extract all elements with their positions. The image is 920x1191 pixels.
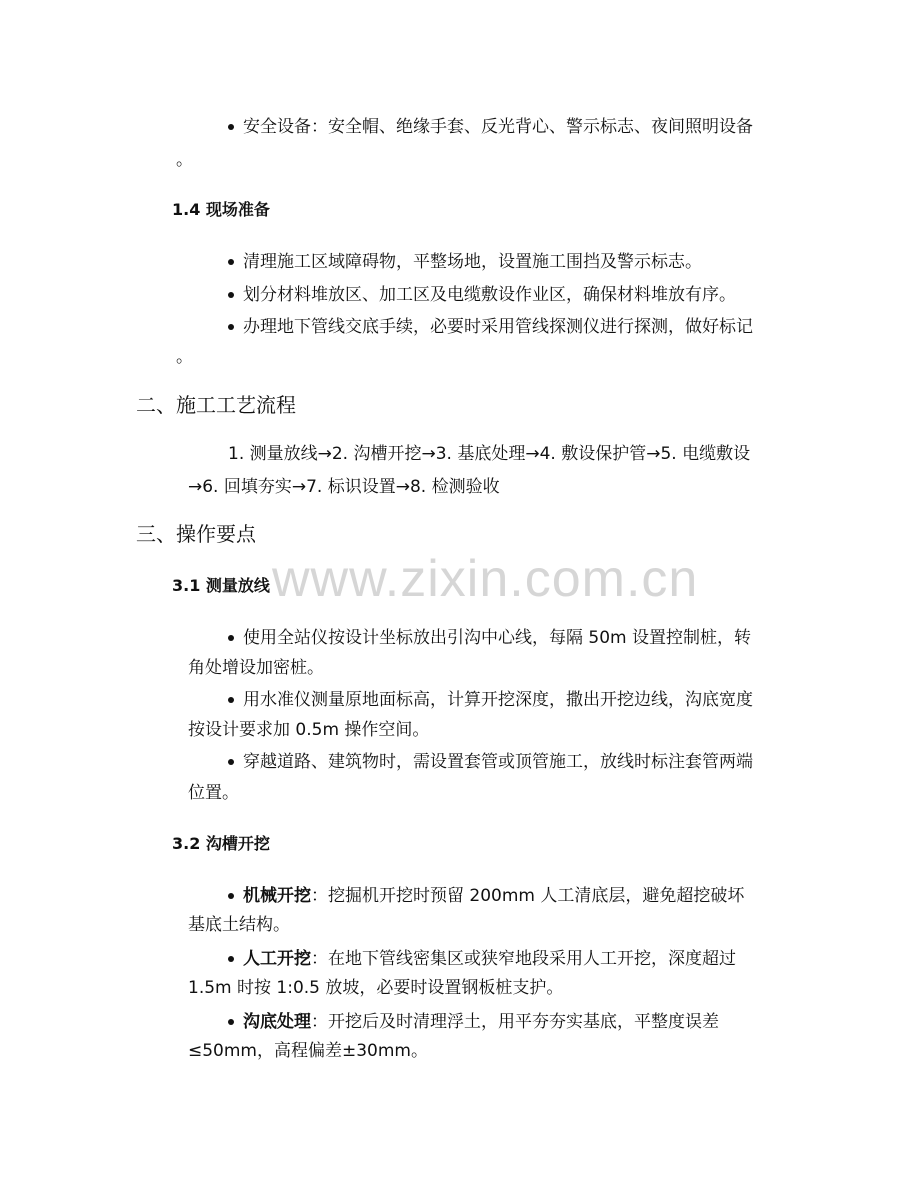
process-flow-line: 1. 测量放线→2. 沟槽开挖→3. 基底处理→4. 敷设保护管→5. 电缆敷设 [228, 444, 751, 464]
bullet-body: ：在地下管线密集区或狭窄地段采用人工开挖，深度超过 [311, 949, 736, 969]
bullet-text-cont: 位置。 [188, 783, 239, 803]
bullet-text: 清理施工区域障碍物，平整场地，设置施工围挡及警示标志。 [243, 252, 702, 272]
bullet-icon [228, 324, 234, 330]
bullet-icon [228, 697, 234, 703]
bullet-text: 安全设备：安全帽、绝缘手套、反光背心、警示标志、夜间照明设备 [243, 117, 753, 137]
bullet-text [243, 885, 744, 907]
bullet-bold-label: 人工开挖 [243, 949, 311, 969]
bullet-icon [228, 956, 234, 962]
bullet-icon [228, 893, 234, 899]
section-heading: 1.4 现场准备 [172, 200, 270, 219]
bullet-text-cont: 角处增设加密桩。 [188, 658, 324, 678]
section-heading: 3.1 测量放线 [172, 576, 270, 595]
bullet-bold-label: 沟底处理 [243, 1012, 311, 1032]
bullet-bold-label: 机械开挖 [243, 886, 311, 906]
bullet-icon [228, 635, 234, 641]
section-heading: 3.2 沟槽开挖 [172, 834, 270, 853]
bullet-text-cont: ≤50mm，高程偏差±30mm。 [188, 1041, 428, 1061]
chapter-heading: 三、操作要点 [136, 522, 256, 546]
bullet-icon [228, 259, 234, 265]
bullet-text [243, 948, 736, 970]
process-flow-line: →6. 回填夯实→7. 标识设置→8. 检测验收 [188, 477, 500, 497]
bullet-body: ：开挖后及时清理浮土，用平夯夯实基底，平整度误差 [311, 1012, 719, 1032]
bullet-text-tail: 。 [176, 150, 193, 170]
bullet-icon [228, 292, 234, 298]
bullet-text: 办理地下管线交底手续，必要时采用管线探测仪进行探测，做好标记 [243, 317, 753, 337]
bullet-text-cont: 基底土结构。 [188, 915, 290, 935]
watermark: www.zixin.com.cn [272, 550, 699, 608]
bullet-icon [228, 759, 234, 765]
bullet-text-cont: 按设计要求加 0.5m 操作空间。 [188, 720, 430, 740]
bullet-body: ：挖掘机开挖时预留 200mm 人工清底层，避免超挖破坏 [311, 886, 745, 906]
bullet-text: 穿越道路、建筑物时，需设置套管或顶管施工，放线时标注套管两端 [243, 752, 753, 772]
bullet-text: 使用全站仪按设计坐标放出引沟中心线，每隔 50m 设置控制桩，转 [243, 628, 751, 648]
bullet-icon [228, 1019, 234, 1025]
bullet-text-tail: 。 [176, 347, 193, 367]
bullet-text: 划分材料堆放区、加工区及电缆敷设作业区，确保材料堆放有序。 [243, 285, 736, 305]
bullet-text: 用水准仪测量原地面标高，计算开挖深度，撒出开挖边线，沟底宽度 [243, 690, 753, 710]
bullet-text-cont: 1.5m 时按 1:0.5 放坡，必要时设置钢板桩支护。 [188, 978, 564, 998]
chapter-heading: 二、施工工艺流程 [136, 393, 296, 417]
bullet-icon [228, 124, 234, 130]
bullet-text [243, 1011, 719, 1033]
